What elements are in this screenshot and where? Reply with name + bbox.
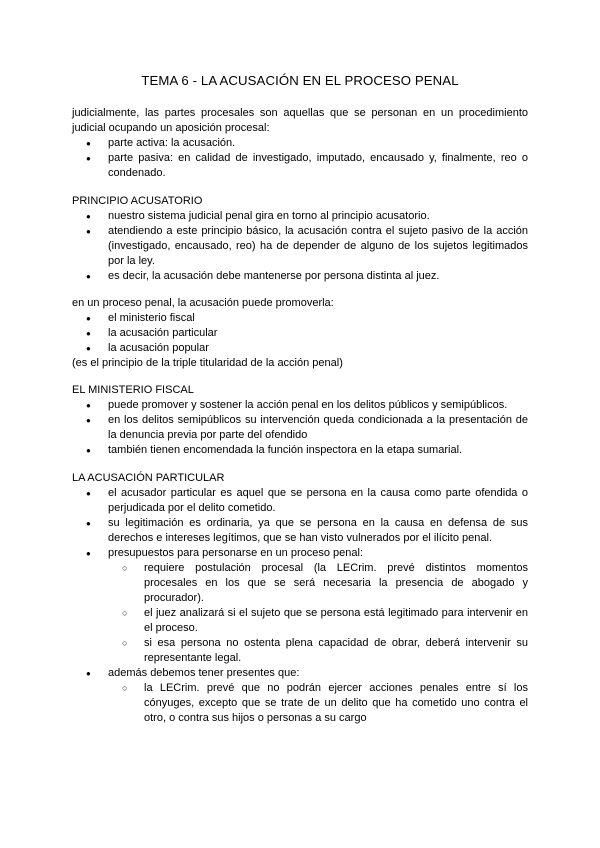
list-item: ● la acusación popular: [72, 341, 528, 356]
list-item: ● la acusación particular: [72, 326, 528, 341]
list-item: ● el ministerio fiscal: [72, 311, 528, 326]
list-item-ademas: [72, 666, 528, 726]
list-item: ● atendiendo a este principio básico, la acusación contra el sujeto pasivo de la acción (investigado, encausado, reo) ha de depender de alguno de los sujetos legitimados por la ley.: [72, 224, 528, 269]
section-heading-particular: LA ACUSACIÓN PARTICULAR: [72, 472, 225, 484]
principio-list: [72, 209, 528, 284]
list-item: ● también tienen encomendada la función inspectora en la etapa sumarial.: [72, 443, 528, 458]
promover-section: [72, 296, 528, 371]
list-item: ● parte activa: la acusación.: [72, 136, 528, 151]
sublist-item: ○ requiere postulación procesal (la LECrim. prevé distintos momentos procesales en los que se será necesaria la presencia de abogado y procurador).: [108, 561, 528, 606]
promover-list: [72, 311, 528, 356]
sublist-item: ○ el juez analizará si el sujeto que se persona está legitimado para intervenir en el proceso.: [108, 606, 528, 636]
section-heading-ministerio: EL MINISTERIO FISCAL: [72, 384, 194, 396]
presupuestos-label: presupuestos para personarse en un proceso penal:: [108, 547, 364, 559]
ademas-sublist: [108, 681, 528, 726]
list-item-presupuestos: [72, 546, 528, 666]
intro-paragraph: judicialmente, las partes procesales son aquellas que se personan en un procedimiento judicial ocupando un aposición procesal:: [72, 107, 528, 134]
list-item: ● parte pasiva: en calidad de investigado, imputado, encausado y, finalmente, reo o condenado.: [72, 151, 528, 181]
promover-note: (es el principio de la triple titularidad de la acción penal): [72, 357, 343, 369]
list-item: ● es decir, la acusación debe mantenerse por persona distinta al juez.: [72, 269, 528, 284]
ministerio-list: [72, 398, 528, 458]
list-item: ● su legitimación es ordinaria, ya que se persona en la causa en defensa de sus derechos e intereses legítimos, que se han visto vulnerados por el ilícito penal.: [72, 516, 528, 546]
intro-section: [72, 106, 528, 181]
ministerio-section: [72, 383, 528, 458]
sublist-item: ○ la LECrim. prevé que no podrán ejercer acciones penales entre sí los cónyuges, excepto que se trate de un delito que ha cometido uno contra el otro, o contra sus hijos o personas a su cargo: [108, 681, 528, 726]
particular-list: [72, 486, 528, 726]
list-item: ● puede promover y sostener la acción penal en los delitos públicos y semipúblicos.: [72, 398, 528, 413]
principio-section: [72, 194, 528, 284]
intro-list: [72, 136, 528, 181]
presupuestos-sublist: [108, 561, 528, 666]
promover-paragraph: en un proceso penal, la acusación puede promoverla:: [72, 297, 334, 309]
ademas-label: además debemos tener presentes que:: [108, 667, 300, 679]
particular-section: [72, 471, 528, 726]
section-heading-principio: PRINCIPIO ACUSATORIO: [72, 195, 203, 207]
list-item: ● el acusador particular es aquel que se persona en la causa como parte ofendida o perjudicada por el delito cometido.: [72, 486, 528, 516]
sublist-item: ○ si esa persona no ostenta plena capacidad de obrar, deberá intervenir su representante legal.: [108, 636, 528, 666]
list-item: ● en los delitos semipúblicos su intervención queda condicionada a la presentación de la denuncia previa por parte del ofendido: [72, 413, 528, 443]
list-item: ● nuestro sistema judicial penal gira en torno al principio acusatorio.: [72, 209, 528, 224]
page-title: TEMA 6 - LA ACUSACIÓN EN EL PROCESO PENAL: [141, 73, 459, 88]
